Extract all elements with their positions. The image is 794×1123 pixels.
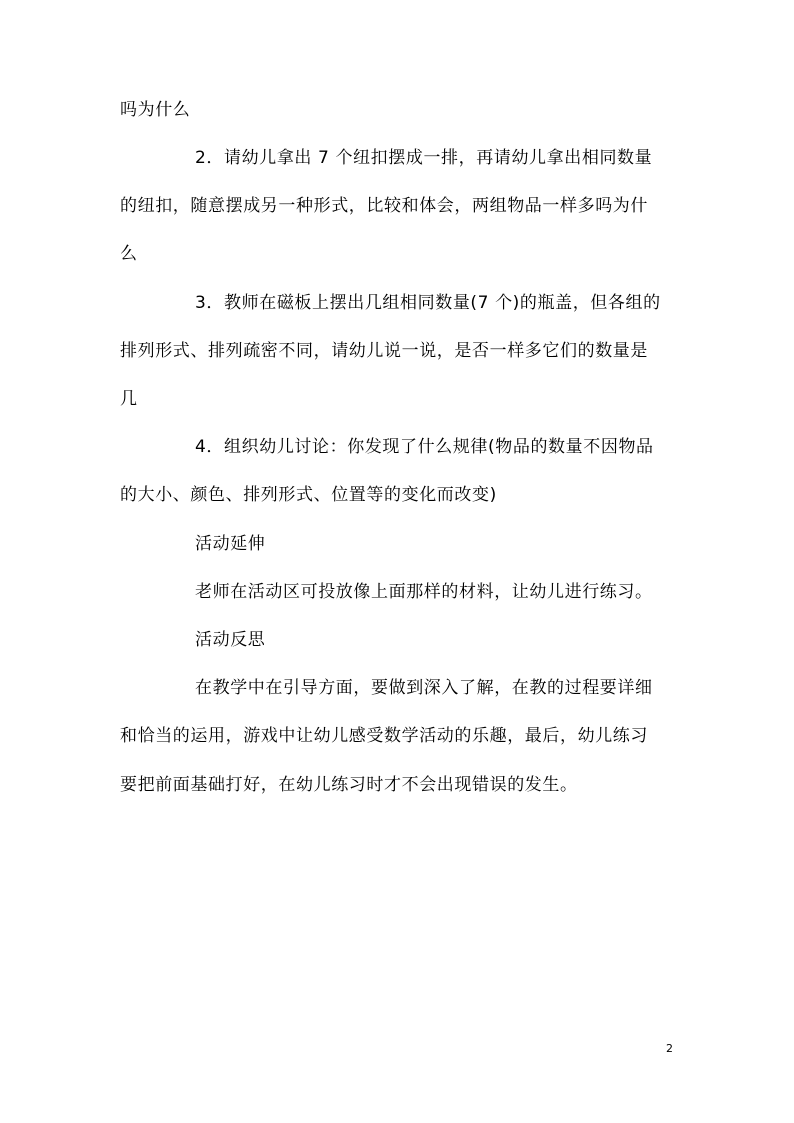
text-line: 在教学中在引导方面，要做到深入了解，在教的过程要详细 xyxy=(195,678,653,698)
section-heading: 活动反思 xyxy=(195,630,266,650)
text-line: 和恰当的运用，游戏中让幼儿感受数学活动的乐趣，最后，幼儿练习 xyxy=(120,726,648,746)
text-line: 吗为什么 xyxy=(120,100,191,120)
text-line: 老师在活动区可投放像上面那样的材料，让幼儿进行练习。 xyxy=(195,582,653,602)
text-line: 么 xyxy=(120,244,138,264)
text-line: 的大小、颜色、排列形式、位置等的变化而改变) xyxy=(120,485,497,505)
text-line: 几 xyxy=(120,389,138,409)
text-line: 2．请幼儿拿出 7 个纽扣摆成一排，再请幼儿拿出相同数量 xyxy=(195,148,653,168)
page-number: 2 xyxy=(666,1042,673,1055)
text-line: 排列形式、排列疏密不同，请幼儿说一说，是否一样多它们的数量是 xyxy=(120,341,648,361)
text-line: 4．组织幼儿讨论：你发现了什么规律(物品的数量不因物品 xyxy=(195,437,654,457)
section-heading: 活动延伸 xyxy=(195,534,266,554)
text-line: 的纽扣，随意摆成另一种形式，比较和体会，两组物品一样多吗为什 xyxy=(120,196,648,216)
text-line: 3．教师在磁板上摆出几组相同数量(7 个)的瓶盖，但各组的 xyxy=(195,293,661,313)
text-line: 要把前面基础打好，在幼儿练习时才不会出现错误的发生。 xyxy=(120,775,578,795)
